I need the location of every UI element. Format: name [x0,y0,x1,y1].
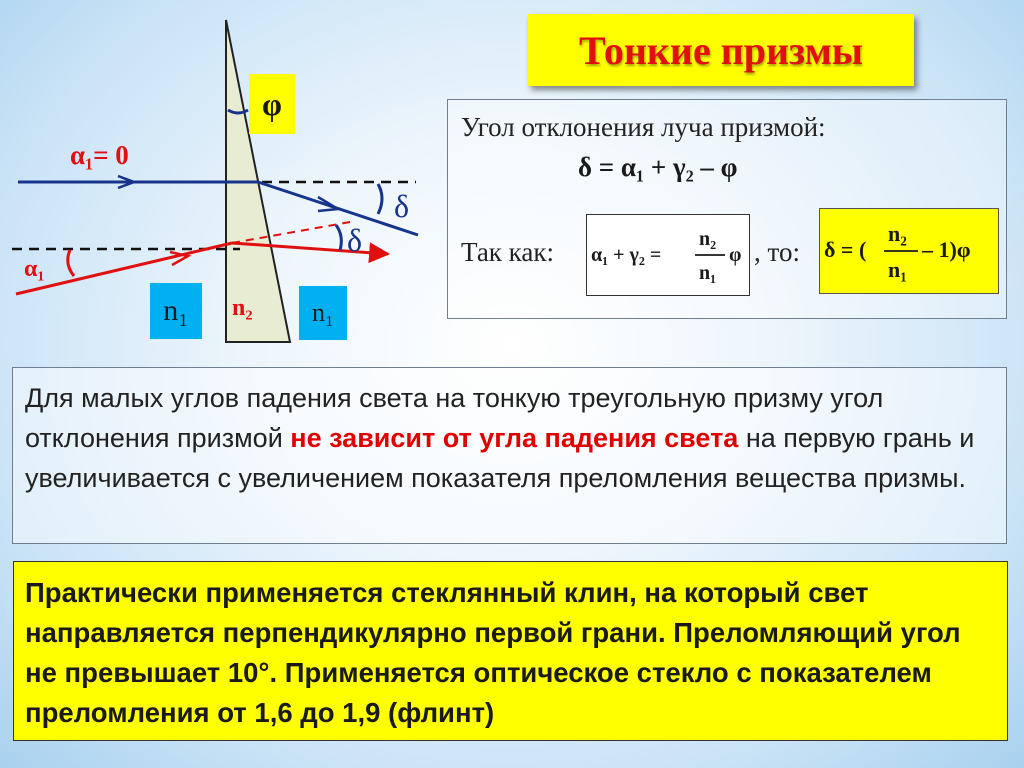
delta-lower-label: δ [347,222,363,258]
result-lhs: δ = ( [824,237,867,262]
medium-n1-right: n₁ [299,286,347,340]
since-label: Так как: [461,237,554,267]
delta-lower-arc [336,225,341,250]
practical-note-box [13,561,1008,741]
relation-tail: φ [729,244,742,266]
result-numerator: n₂ [888,221,907,246]
result-denominator: n₁ [888,257,907,282]
highlighted-phrase: не зависит от угла падения света [290,423,739,453]
alpha1-zero-label: α₁= 0 [70,140,129,170]
practical-note-text: Практически применяется стеклянный клин, на который свет направляется перпендикулярно первой грани. Преломляющий угол не превышает 10°. Применяется оптическое стекло с показателем преломления от 1,6 до 1,9 (флинт) [25,577,961,728]
phi-label-box [249,74,295,134]
alpha1-angle-arc [68,250,74,276]
result-formula-svg [820,209,998,293]
small-angle-info-text: Для малых углов падения света на тонкую треугольную призму угол отклонения призмой не зависит от угла падения света на первую грань и увеличивается с увеличением показателя преломления вещества призмы. [25,383,975,493]
page-title: Тонкие призмы [578,27,864,73]
then-label: , то: [754,237,800,267]
delta-upper-label: δ [394,188,410,224]
medium-n1-left: n₁ [150,283,202,339]
result-formula [819,208,999,294]
formula-heading: Угол отклонения луча призмой: [461,112,826,142]
deflection-formula: δ = α₁ + γ₂ – φ [578,152,738,182]
angle-relation-formula [586,214,750,296]
relation-numerator: n₂ [699,228,717,250]
relation-lhs: α₁ + γ₂ = [591,244,662,266]
title-banner [528,14,914,86]
small-angle-info-box [12,367,1007,544]
angle-relation-svg [587,215,749,295]
formula-panel [447,99,1007,319]
alpha1-label: α₁ [24,256,45,282]
delta-upper-arc [378,184,382,214]
relation-denominator: n₁ [699,262,717,284]
prism-diagram [0,0,440,350]
result-tail: – 1)φ [922,237,971,262]
prism-n2-label: n₂ [232,295,253,321]
phi-label: φ [262,85,282,122]
